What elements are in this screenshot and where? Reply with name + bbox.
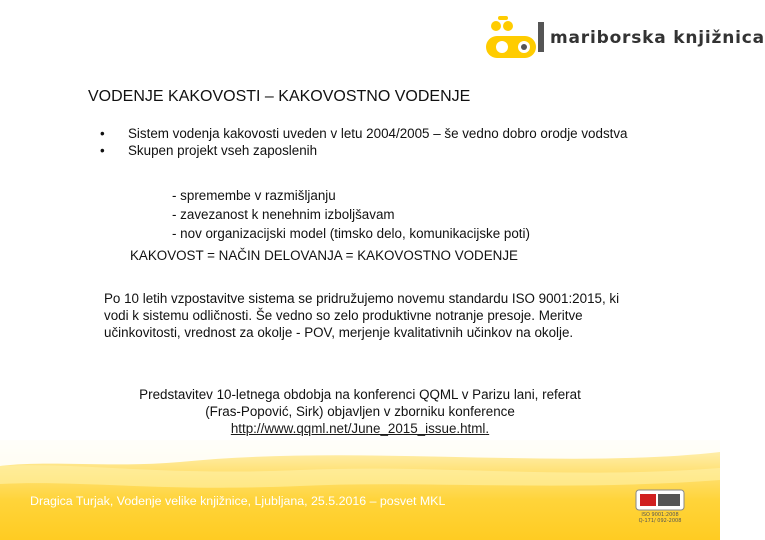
library-logo-text: mariborska knjižnica: [550, 28, 765, 48]
bullet-marker: •: [100, 126, 105, 141]
link-suffix: .: [485, 421, 490, 436]
conference-paragraph: [120, 386, 600, 437]
conference-link[interactable]: http://www.qqml.net/June_2015_issue.html: [230, 421, 486, 436]
slide-title: VODENJE KAKOVOSTI – KAKOVOSTNO VODENJE: [88, 88, 471, 105]
bullet-marker: •: [100, 142, 105, 158]
library-logo: [478, 12, 765, 62]
iso-paragraph: Po 10 letih vzpostavitve sistema se pridružujemo novemu standardu ISO 9001:2015, ki vodi k sistemu odličnosti. Še vedno so zelo produktivne notranje presoje. Meritve učinkovitosti, vrednost za okolje - POV, merjenje kvalitativnih učinkov na okolje.: [104, 291, 620, 340]
conference-link-line: [120, 420, 600, 437]
footer-band: [0, 440, 720, 540]
sub-item-list: [172, 186, 530, 243]
bullet-text: Sistem vodenja kakovosti uveden v letu 2004/2005 – še vedno dobro orodje vodstva: [128, 126, 628, 141]
sub-item: - nov organizacijski model (timsko delo, komunikacijske poti): [172, 226, 530, 241]
cert-line1: ISO 9001:2008: [641, 512, 679, 518]
iso-certificate-badge-icon: [634, 488, 686, 524]
bullet-item: [100, 126, 640, 143]
footer-text: Dragica Turjak, Vodenje velike knjižnice, Ljubljana, 25.5.2016 – posvet MKL: [30, 494, 446, 508]
bullet-list: [100, 126, 640, 159]
bullet-text: Skupen projekt vseh zaposlenih: [128, 142, 318, 158]
sub-item: - zavezanost k nenehnim izboljšavam: [172, 207, 395, 222]
library-logo-mark-icon: [478, 12, 548, 62]
footer-wave-decoration: [0, 440, 720, 540]
bullet-item: [100, 143, 640, 160]
motto-line: KAKOVOST = NAČIN DELOVANJA = KAKOVOSTNO VODENJE: [130, 248, 518, 263]
cert-line2: Q-171/ 092-2008: [638, 518, 682, 524]
conference-text: Predstavitev 10-letnega obdobja na konferenci QQML v Parizu lani, referat (Fras-Popović, Sirk) objavljen v zborniku konference: [139, 387, 581, 419]
sub-item: - spremembe v razmišljanju: [172, 188, 336, 203]
